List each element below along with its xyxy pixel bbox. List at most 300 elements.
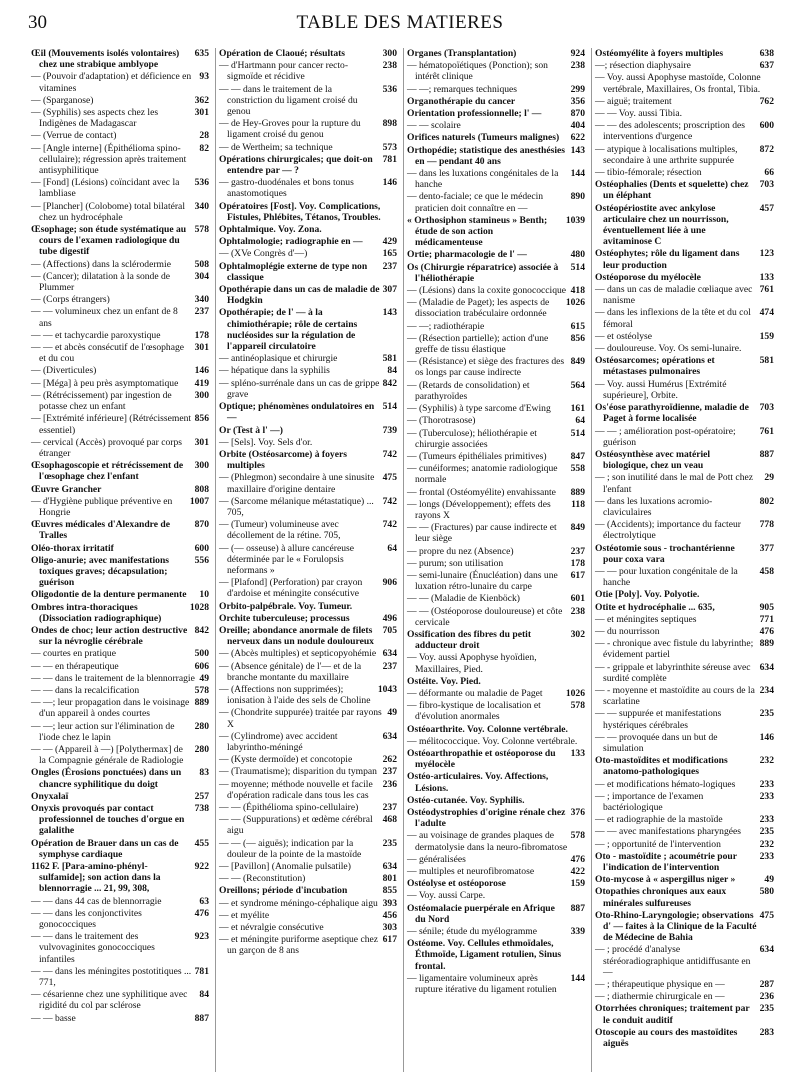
index-entry (31, 259, 209, 270)
index-entry-page: 703 (759, 179, 774, 191)
index-entry (219, 142, 397, 153)
index-entry-page: 144 (570, 972, 585, 984)
index-entry (595, 519, 774, 541)
index-entry-text: « Orthosiphon stamineus » Benth; étude de son action médicamenteuse (407, 214, 548, 249)
index-entry-page: 742 (382, 448, 397, 460)
index-entry-page: 887 (194, 1012, 209, 1024)
index-entry (595, 402, 774, 424)
index-entry-text: — ; procédé d'analyse stéréoradiographique antidiffusante en — (595, 944, 751, 978)
index-entry-text: Orifices naturels (Tumeurs malignes) (407, 132, 560, 144)
index-entry-text: — (Tuberculose); héliothérapie et chirurgie associées (407, 427, 537, 450)
index-entry-page: 236 (382, 778, 397, 790)
index-entry (407, 938, 585, 972)
index-entry-text: — Voy. aussi Carpe. (407, 890, 486, 902)
index-entry (407, 866, 585, 877)
index-entry-text: — — dans le traitement de la blennorragie (31, 672, 195, 684)
index-entry (31, 791, 209, 802)
index-entry-page: 66 (764, 167, 774, 179)
index-entry (219, 84, 397, 118)
index-entry-page: 739 (382, 424, 397, 436)
index-entry-page: 159 (570, 878, 585, 890)
index-entry (31, 744, 209, 766)
index-entry (595, 426, 774, 448)
page-header (0, 12, 800, 42)
index-entry (31, 330, 209, 341)
index-entry (219, 766, 397, 777)
index-entry (219, 731, 397, 753)
index-entry-page: 233 (759, 790, 774, 802)
index-entry (219, 861, 397, 872)
index-entry (595, 814, 774, 825)
index-entry (219, 177, 397, 199)
index-entry-page: 480 (570, 249, 585, 261)
index-entry-text: Onyxalaï (31, 790, 69, 802)
index-entry (407, 84, 585, 95)
index-entry (219, 519, 397, 541)
index-entry (219, 496, 397, 518)
index-entry (31, 555, 209, 589)
index-entry-page: 514 (570, 261, 585, 273)
index-entry-text: — - moyenne et mastoïdite au cours de la scarlatine (595, 684, 755, 708)
index-entry (595, 979, 774, 990)
index-entry (407, 215, 585, 249)
index-entry-text: — — et abcès consécutif de l'œsophage et du cou (31, 342, 185, 365)
index-entry (31, 71, 209, 93)
index-entry (407, 688, 585, 699)
index-entry-page: 474 (759, 307, 774, 319)
index-entry (31, 342, 209, 364)
index-entry-text: Otoscopie au cours des mastoïdites aiguës (595, 1026, 738, 1050)
index-entry (31, 201, 209, 223)
index-entry-text: — — ; amélioration post-opératoire; guérison (595, 425, 736, 448)
index-entry-text: Ombres intra-thoraciques (Dissociation radiographique) (31, 601, 162, 624)
index-entry (407, 333, 585, 355)
index-entry-text: — courtes en pratique (31, 648, 116, 660)
index-entry-page: 856 (570, 332, 585, 344)
index-entry (595, 944, 774, 978)
index-entry-text: — de Hey-Groves pour la rupture du ligament croisé du genou (219, 118, 361, 141)
index-entry-page: 29 (764, 472, 774, 484)
index-entry-text: Ostéosynthèse avec matériel biologique, chez un veau (595, 448, 711, 472)
index-entry-text: — - chronique avec fistule du labyrinthe; évidement partiel (595, 638, 754, 661)
index-entry (219, 779, 397, 801)
index-entry (31, 908, 209, 930)
index-entry-page: 573 (382, 141, 397, 153)
index-entry (219, 118, 397, 140)
index-entry-page: 738 (194, 803, 209, 814)
index-entry-page: 178 (570, 557, 585, 569)
index-entry (407, 321, 585, 332)
index-entry-page: 889 (759, 638, 774, 650)
index-entry-text: — — en thérapeutique (31, 660, 119, 672)
index-entry-page: 905 (759, 601, 774, 613)
index-entry-page: 307 (382, 284, 397, 296)
index-entry-text: — (Absence génitale) de l'— et de la branche montante du maxillaire (219, 660, 362, 683)
index-entry-text: — — et tachycardie paroxystique (31, 329, 161, 341)
index-entry-text: — — (Fractures) par cause indirecte et leur siège (407, 522, 557, 545)
index-entry-page: 237 (194, 306, 209, 318)
index-entry (407, 249, 585, 260)
index-entry (31, 365, 209, 376)
index-entry-text: — gastro-duodénales et bons tonus anastomotiques (219, 177, 354, 200)
index-entry-page: 622 (570, 132, 585, 144)
index-entry (219, 873, 397, 884)
index-entry-text: — — des adolescents; proscription des interventions d'urgence (595, 120, 746, 143)
index-entry-page: 93 (199, 71, 209, 83)
index-entry-page: 615 (570, 320, 585, 332)
index-entry (407, 676, 585, 687)
index-entry-page: 299 (570, 83, 585, 95)
index-entry (31, 838, 209, 860)
index-entry-page: 476 (759, 625, 774, 637)
index-entry (595, 826, 774, 837)
index-entry-page: 536 (382, 83, 397, 95)
index-entry-text: — (Maladie de Paget); les aspects de dissociation trabéculaire ordonnée (407, 297, 550, 320)
index-entry-page: 924 (570, 48, 585, 59)
index-entry-page: 232 (759, 755, 774, 767)
index-entry-page: 238 (570, 60, 585, 72)
index-entry (31, 484, 209, 495)
index-entry (219, 625, 397, 647)
index-entry (595, 839, 774, 850)
index-entry-page: 146 (759, 731, 774, 743)
index-entry-page: 581 (759, 355, 774, 367)
index-entry (595, 307, 774, 329)
index-entry (31, 966, 209, 988)
index-entry (595, 108, 774, 119)
index-entry-page: 280 (194, 743, 209, 755)
index-entry-text: — d'Hartmann pour cancer recto-sigmoïde et récidive (219, 60, 349, 83)
index-entry (595, 1003, 774, 1025)
index-entry (407, 890, 585, 901)
index-entry (219, 910, 397, 921)
index-entry-text: Ostéopériostite avec ankylose articulaire chez un nourrisson, éventuellement liée à une avitaminose C (595, 202, 729, 248)
index-entry-page: 300 (382, 48, 397, 59)
index-entry (407, 415, 585, 426)
index-entry (219, 707, 397, 729)
page-title: TABLE DES MATIERES (296, 12, 504, 33)
index-entry-text: — frontal (Ostéomyélite) envahissante (407, 486, 556, 498)
index-entry-page: 556 (194, 554, 209, 566)
index-entry-text: — [Plancher] (Colobome) total bilatéral chez un hydrocéphale (31, 200, 185, 223)
index-entry-text: Ostéotomie sous - trochantérienne pour coxa vara (595, 542, 735, 565)
index-entry-page: 49 (764, 874, 774, 886)
index-entry-text: — semi-lunaire (Énucléation) dans une luxation rétro-lunaire du carpe (407, 569, 558, 593)
index-entry-text: — mélitococcique. Voy. Colonne vertébrale. (407, 735, 578, 747)
index-entry (595, 72, 774, 94)
index-entry (219, 261, 397, 283)
index-entry-text: Oligodontie de la denture permanente (31, 589, 187, 601)
index-entry-text: — (Cylindrome) avec accident labyrintho-méningé (219, 730, 338, 753)
index-entry (219, 425, 397, 436)
index-entry-text: Orthopédie; statistique des anesthésies en — pendant 40 ans (407, 144, 566, 167)
index-entry-page: 237 (570, 545, 585, 557)
index-entry-text: — de Wertheim; sa technique (219, 141, 333, 153)
index-entry (595, 779, 774, 790)
index-entry-page: 842 (194, 624, 209, 636)
index-entry-page: 84 (199, 989, 209, 1001)
index-entry-text: — douloureuse. Voy. Os semi-lunaire. (595, 343, 742, 355)
index-entry-text: Orientation professionnelle; l' — (407, 108, 542, 120)
index-entry (31, 130, 209, 141)
index-entry-text: Otopathies chroniques aux eaux minérales sulfureuses (595, 886, 727, 909)
index-entry (595, 48, 774, 59)
index-entry-text: Ondes de choc; leur action destructive sur la névroglie cérébrale (31, 624, 188, 648)
index-entry-text: Opérations chirurgicales; que doit-on entendre par — ? (219, 153, 373, 177)
index-entry-text: Opération de Brauer dans un cas de symphyse cardiaque (31, 837, 179, 860)
index-entry-text: Optique; phénomènes ondulatoires en — (219, 401, 375, 424)
index-entry-text: — césarienne chez une syphilitique avec rigidité du col par sclérose (31, 989, 188, 1012)
index-entry-page: 634 (759, 661, 774, 673)
index-entry (407, 48, 585, 59)
index-entry-text: Ostéophytes; rôle du ligament dans leur production (595, 248, 740, 271)
index-entry-text: — ; importance de l'examen bactériologique (595, 790, 704, 813)
index-entry-page: 303 (382, 922, 397, 934)
index-entry-page: 922 (194, 861, 209, 873)
index-entry-page: 419 (194, 377, 209, 389)
index-columns (28, 48, 780, 1072)
index-entry-page: 703 (759, 402, 774, 414)
index-entry-page: 801 (382, 873, 397, 885)
index-entry (407, 356, 585, 378)
index-entry (407, 108, 585, 119)
index-entry (31, 721, 209, 743)
index-entry-text: — — dans les conjonctivites gonococciques (31, 907, 142, 931)
index-entry (595, 120, 774, 142)
index-entry-page: 601 (570, 593, 585, 605)
index-entry-text: Ossification des fibres du petit adducteur droit (407, 628, 532, 652)
index-entry (219, 401, 397, 423)
index-entry-text: — — volumineux chez un enfant de 8 ans (31, 306, 178, 329)
index-entry-text: Œil (Mouvements isolés volontaires) chez une strabique amblyope (31, 48, 180, 71)
index-entry-text: — (Accidents); importance du facteur électrolytique (595, 519, 741, 542)
index-entry-page: 634 (382, 730, 397, 742)
index-entry-page: 235 (759, 708, 774, 720)
index-entry-page: 1028 (189, 601, 209, 613)
index-entry (219, 365, 397, 376)
index-entry (219, 236, 397, 247)
index-entry-page: 283 (759, 1026, 774, 1038)
index-entry-page: 581 (382, 353, 397, 365)
index-entry (407, 606, 585, 628)
index-entry-page: 233 (759, 814, 774, 826)
index-entry-page: 887 (570, 902, 585, 914)
index-entry-page: 418 (570, 285, 585, 297)
index-entry-page: 855 (382, 885, 397, 897)
index-entry-text: — moyenne; méthode nouvelle et facile d'opération radicale dans tous les cas (219, 778, 373, 801)
index-entry-text: — et méningites septiques (595, 613, 697, 625)
index-entry-text: — — scolaire (407, 120, 461, 132)
index-entry (595, 203, 774, 248)
index-entry (219, 802, 397, 813)
index-entry-text: Oto-Rhino-Laryngologie; observations d' — faites à la Clinique de la Faculté de Médecine de Bahia (595, 909, 757, 944)
index-entry (219, 648, 397, 659)
index-entry-text: Ostéolyse et ostéoporose (407, 878, 506, 890)
index-entry-page: 304 (194, 270, 209, 282)
index-entry-page: 606 (194, 660, 209, 672)
index-entry-page: 761 (759, 284, 774, 296)
index-entry-page: 889 (570, 486, 585, 498)
index-entry (407, 771, 585, 793)
index-entry-page: 301 (194, 436, 209, 448)
index-entry (407, 428, 585, 450)
index-entry-page: 144 (570, 168, 585, 180)
index-entry-text: — et syndrome méningo-céphalique aigu (219, 897, 378, 909)
index-entry-page: 1026 (565, 687, 585, 699)
index-entry-page: 872 (759, 143, 774, 155)
index-entry (407, 145, 585, 167)
index-entry (407, 807, 585, 829)
index-entry-page: 808 (194, 483, 209, 495)
index-entry (595, 732, 774, 754)
index-entry-text: — au voisinage de grandes plaques de dermatolysie dans la neuro-fibromatose (407, 830, 568, 853)
index-entry (407, 652, 585, 674)
index-entry-page: 634 (382, 861, 397, 873)
index-entry (31, 224, 209, 258)
index-entry (31, 460, 209, 482)
index-entry (31, 543, 209, 554)
index-entry-page: 514 (382, 401, 397, 413)
index-entry (595, 638, 774, 660)
index-entry (407, 487, 585, 498)
index-entry-text: Ophtalmoplégie externe de type non classique (219, 260, 368, 283)
index-entry-page: 496 (382, 612, 397, 624)
index-entry (407, 795, 585, 806)
index-entry (219, 577, 397, 599)
index-entry-text: —; résection diaphysaire (595, 60, 691, 72)
index-entry (31, 861, 209, 895)
index-column-2 (216, 48, 404, 1072)
index-entry-text: Os (Chirurgie réparatrice) associée à l'héliothérapie (407, 261, 559, 284)
index-entry-text: Oreillons; période d'incubation (219, 885, 348, 897)
index-entry-text: — et radiographie de la mastoïde (595, 814, 723, 826)
index-entry-text: — (XVe Congrès d'—) (219, 248, 308, 260)
index-entry-text: Orbite (Ostéosarcome) à foyers multiples (219, 448, 347, 472)
index-entry-text: — — (Épithélioma spino-cellulaire) (219, 802, 359, 813)
index-entry-page: 1039 (565, 214, 585, 226)
index-entry-text: — dans les luxations congénitales de la hanche (407, 168, 559, 191)
index-entry (407, 903, 585, 925)
index-entry-text: Ostéomalacie puerpérale en Afrique du Nord (407, 902, 555, 925)
index-entry-text: — atypique à localisations multiples, secondaire à une arthrite suppurée (595, 143, 738, 166)
index-entry-text: — — basse (31, 1012, 76, 1024)
index-entry (31, 413, 209, 435)
index-entry-page: 475 (759, 909, 774, 921)
index-entry-text: — Voy. aussi Apophyse mastoïde, Colonne vertébrale, Maxillaires, Os frontal, Tibia. (595, 72, 761, 95)
index-entry-text: — — (Ostéoporose douloureuse) et côte cervicale (407, 605, 563, 628)
index-entry-page: 849 (570, 356, 585, 368)
index-entry-page: 637 (759, 60, 774, 72)
index-entry-page: 235 (759, 826, 774, 838)
index-entry (595, 96, 774, 107)
index-entry (407, 973, 585, 995)
index-entry-text: Ophtalmique. Voy. Zona. (219, 224, 322, 236)
index-entry-text: — ; diathermie chirurgicale en — (595, 991, 725, 1003)
index-entry (219, 201, 397, 223)
index-entry-page: 578 (570, 830, 585, 842)
index-entry-text: Otorrhées chroniques; traitement par le conduit auditif (595, 1003, 750, 1026)
index-entry-text: — hématopoïétiques (Ponction); son intérêt clinique (407, 60, 548, 83)
index-entry-text: — [Pavillon] (Anomalie pulsatile) (219, 861, 351, 873)
index-entry-text: — sénile; étude du myélogramme (407, 926, 538, 938)
index-entry (407, 736, 585, 747)
index-entry (219, 48, 397, 59)
index-entry-text: — Voy. aussi Apophyse hyoïdien, Maxillaires, Pied. (407, 652, 537, 675)
index-entry-page: 742 (382, 495, 397, 507)
index-entry (31, 306, 209, 328)
index-entry (595, 662, 774, 684)
index-entry-text: — Voy. aussi Humérus [Extrémité supérieure], Orbite. (595, 378, 727, 401)
index-entry-text: — tibio-fémorale; résection (595, 167, 702, 179)
index-entry-page: 1026 (565, 297, 585, 309)
index-entry (407, 96, 585, 107)
index-entry-page: 238 (382, 60, 397, 72)
index-entry (407, 629, 585, 651)
index-entry-text: — d'Hygiène publique préventive en Hongrie (31, 495, 173, 518)
index-entry-page: 476 (194, 907, 209, 919)
index-entry (31, 648, 209, 659)
index-entry (219, 543, 397, 577)
index-entry-page: 404 (570, 120, 585, 132)
index-entry (595, 355, 774, 377)
index-entry-text: Œuvres médicales d'Alexandre de Tralles (31, 519, 171, 542)
index-entry-text: — hépatique dans la syphilis (219, 365, 330, 377)
index-entry-page: 781 (382, 153, 397, 165)
index-entry (219, 307, 397, 352)
index-entry (31, 378, 209, 389)
index-entry-page: 856 (194, 413, 209, 425)
index-entry (407, 297, 585, 319)
index-entry-page: 617 (382, 934, 397, 946)
index-entry (31, 989, 209, 1011)
index-entry (407, 593, 585, 604)
index-entry (219, 449, 397, 471)
index-entry (595, 685, 774, 707)
index-entry-page: 356 (570, 95, 585, 107)
index-entry-page: 634 (382, 648, 397, 660)
index-entry-text: — —; leur propagation dans le voisinage d'un appareil à ondes courtes (31, 697, 190, 720)
index-entry-text: Oto-mastoïdites et modifications anatomo-pathologiques (595, 755, 728, 778)
index-entry-page: 761 (759, 425, 774, 437)
index-entry-page: 393 (382, 897, 397, 909)
index-entry-page: 257 (194, 790, 209, 802)
index-entry-text: — et myélite (219, 909, 270, 921)
index-entry-text: — —; remarques techniques (407, 83, 518, 95)
index-entry-text: — et modifications hémato-logiques (595, 778, 736, 790)
index-entry (407, 878, 585, 889)
index-entry (407, 451, 585, 462)
index-entry-text: — (Pouvoir d'adaptation) et déficience en vitamines (31, 71, 192, 94)
index-entry (595, 167, 774, 178)
index-entry (219, 154, 397, 176)
index-entry-page: 1043 (377, 683, 397, 695)
index-entry (31, 685, 209, 696)
index-entry-text: — multiples et neurofibromatose (407, 866, 535, 878)
index-entry-text: — dans les luxations acromio-claviculaires (595, 495, 713, 518)
index-entry-page: 49 (199, 672, 209, 684)
index-entry-text: — (Affections) dans la sclérodermie (31, 258, 171, 270)
index-entry (219, 934, 397, 956)
index-entry-page: 600 (194, 542, 209, 554)
index-entry (31, 143, 209, 177)
index-entry (219, 898, 397, 909)
index-entry (407, 403, 585, 414)
index-entry (219, 224, 397, 235)
index-entry-page: 742 (382, 519, 397, 531)
index-entry-page: 536 (194, 177, 209, 189)
index-entry-page: 1007 (189, 495, 209, 507)
index-entry (31, 896, 209, 907)
